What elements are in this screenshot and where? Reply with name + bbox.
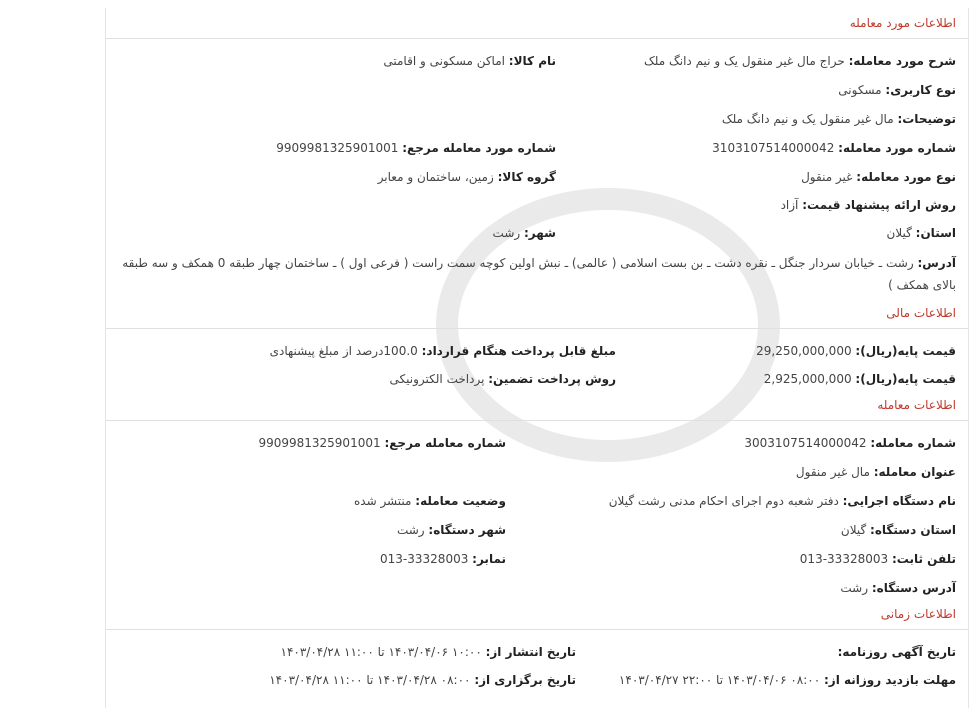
divider: [106, 38, 968, 39]
base-price-2-value: 2,925,000,000: [763, 372, 852, 386]
city-value: رشت: [492, 226, 521, 240]
deal-status-label: وضعیت معامله:: [415, 494, 506, 508]
org-city-value: رشت: [396, 523, 425, 537]
section-title-finance: اطلاعات مالی: [886, 306, 956, 320]
deal-no-value: 3103107514000042: [712, 141, 835, 155]
row-usage: [118, 83, 956, 97]
deal-ref-value: 9909981325901001: [258, 436, 381, 450]
row-deal-no: [118, 141, 956, 155]
address-value: رشت ـ خیابان سردار جنگل ـ نقره دشت ـ بن بست اسلامی ( عالمی) ـ نبش اولین کوچه سمت راست ( فرعی اول ) ـ ساختمان چهار طبقه 0 همکف و سه طبقه بالای همکف ): [122, 256, 956, 292]
notes-value: مال غیر منقول یک و نیم دانگ ملک: [721, 112, 894, 126]
org-province-value: گیلان: [840, 523, 867, 537]
divider: [106, 420, 968, 421]
org-address-value: رشت: [840, 581, 869, 595]
desc-value: حراج مال غیر منقول یک و نیم دانگ ملک: [644, 54, 845, 68]
details-panel: [105, 8, 969, 708]
group-value: زمین، ساختمان و معابر: [377, 170, 494, 184]
divider: [106, 629, 968, 630]
row-phone: [118, 552, 956, 566]
publish-value: ۱۰:۰۰ ۱۴۰۳/۰۴/۰۶ تا ۱۱:۰۰ ۱۴۰۳/۰۴/۲۸: [280, 645, 482, 659]
row-org-address: [118, 581, 956, 595]
phone-label: تلفن ثابت:: [891, 552, 956, 566]
phone-value: 33328003-013: [799, 552, 889, 566]
deal-title-value: مال غیر منقول: [795, 465, 870, 479]
goods-name-label: نام کالا:: [508, 54, 556, 68]
row-org-province: [118, 523, 956, 537]
deal-status-value: منتشر شده: [353, 494, 412, 508]
fax-label: نمابر:: [472, 552, 506, 566]
row-deal-type: [118, 170, 956, 184]
section-title-item: اطلاعات مورد معامله: [849, 16, 956, 30]
deal-type-value: غیر منقول: [801, 170, 853, 184]
row-deal-number: [118, 436, 956, 450]
visit-label: مهلت بازدید روزانه از:: [824, 673, 956, 687]
row-desc: [118, 54, 956, 68]
org-address-label: آدرس دستگاه:: [871, 581, 956, 595]
org-value: دفتر شعبه دوم اجرای احکام مدنی رشت گیلان: [608, 494, 839, 508]
section-title-deal: اطلاعات معامله: [877, 398, 956, 412]
province-value: گیلان: [886, 226, 912, 240]
publish-label: تاریخ انتشار از:: [485, 645, 576, 659]
row-offer-method: [118, 198, 956, 212]
notes-label: توضیحات:: [897, 112, 956, 126]
deal-title-label: عنوان معامله:: [873, 465, 956, 479]
row-org: [118, 494, 956, 508]
payable-value: 100.0درصد از مبلغ پیشنهادی: [269, 344, 418, 358]
address-label: آدرس:: [917, 256, 956, 270]
guarantee-label: روش پرداخت تضمین:: [488, 372, 616, 386]
desc-label: شرح مورد معامله:: [848, 54, 956, 68]
org-province-label: استان دستگاه:: [870, 523, 956, 537]
guarantee-value: پرداخت الکترونیکی: [389, 372, 485, 386]
divider: [106, 328, 968, 329]
row-province: [118, 226, 956, 240]
section-title-timing: اطلاعات زمانی: [880, 607, 956, 621]
city-label: شهر:: [524, 226, 556, 240]
base-price-1-value: 29,250,000,000: [756, 344, 852, 358]
base-price-1-label: قیمت پایه(ریال):: [855, 344, 956, 358]
newspaper-label: تاریخ آگهی روزنامه:: [837, 645, 956, 659]
hold-label: تاریخ برگزاری از:: [474, 673, 576, 687]
ref-no-value: 9909981325901001: [276, 141, 399, 155]
usage-value: مسکونی: [838, 83, 882, 97]
offer-method-value: آزاد: [780, 198, 799, 212]
org-label: نام دستگاه اجرایی:: [842, 494, 956, 508]
deal-ref-label: شماره معامله مرجع:: [384, 436, 506, 450]
province-label: استان:: [915, 226, 956, 240]
row-notes: [118, 112, 956, 126]
group-label: گروه کالا:: [497, 170, 556, 184]
deal-no-label: شماره مورد معامله:: [838, 141, 956, 155]
usage-label: نوع کاربری:: [885, 83, 956, 97]
row-base-price-2: [118, 372, 956, 386]
payable-label: مبلغ قابل پرداخت هنگام قرارداد:: [421, 344, 616, 358]
goods-name-value: اماکن مسکونی و اقامتی: [383, 54, 505, 68]
row-deal-title: [118, 465, 956, 479]
ref-no-label: شماره مورد معامله مرجع:: [402, 141, 556, 155]
offer-method-label: روش ارائه پیشنهاد قیمت:: [802, 198, 956, 212]
row-base-price-1: [118, 344, 956, 358]
deal-type-label: نوع مورد معامله:: [856, 170, 956, 184]
row-newspaper: [118, 645, 956, 659]
row-address: [118, 252, 956, 296]
visit-value: ۰۸:۰۰ ۱۴۰۳/۰۴/۰۶ تا ۲۲:۰۰ ۱۴۰۳/۰۴/۲۷: [618, 673, 821, 687]
deal-number-value: 3003107514000042: [744, 436, 867, 450]
hold-value: ۰۸:۰۰ ۱۴۰۳/۰۴/۲۸ تا ۱۱:۰۰ ۱۴۰۳/۰۴/۲۸: [269, 673, 471, 687]
deal-number-label: شماره معامله:: [870, 436, 956, 450]
org-city-label: شهر دستگاه:: [428, 523, 506, 537]
row-visit: [118, 673, 956, 687]
fax-value: 33328003-013: [380, 552, 469, 566]
base-price-2-label: قیمت پایه(ریال):: [855, 372, 956, 386]
